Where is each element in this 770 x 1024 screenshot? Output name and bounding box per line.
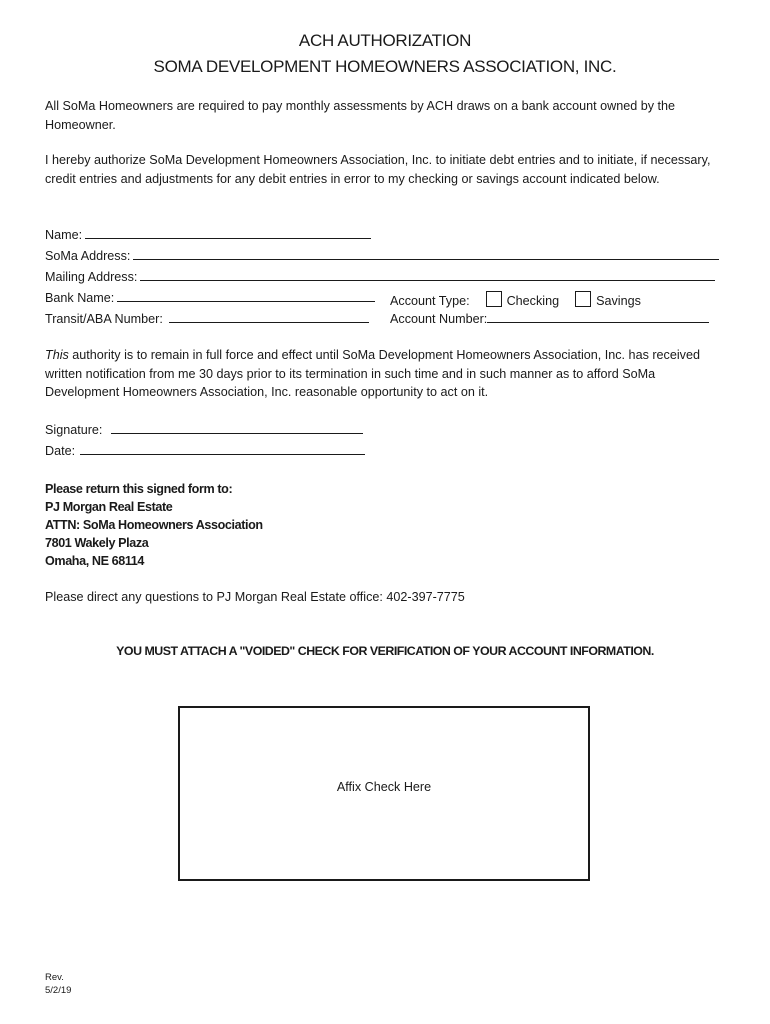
account-number-label: Account Number:	[390, 312, 488, 326]
account-type-label: Account Type:	[390, 294, 470, 308]
voided-check-notice: YOU MUST ATTACH A "VOIDED" CHECK FOR VERIFICATION OF YOUR ACCOUNT INFORMATION.	[116, 644, 654, 658]
savings-label: Savings	[596, 294, 641, 308]
bank-name-row	[45, 289, 375, 305]
affix-check-box	[178, 706, 590, 881]
revision-note	[45, 971, 71, 997]
return-street: 7801 Wakely Plaza	[45, 536, 149, 550]
transit-aba-input-line[interactable]	[169, 310, 369, 323]
intro-paragraph: All SoMa Homeowners are required to pay monthly assessments by ACH draws on a bank account owned by the Homeowner.	[45, 99, 676, 132]
signature-input-line[interactable]	[111, 421, 363, 434]
name-label: Name:	[45, 228, 83, 242]
mailing-address-input-line[interactable]	[140, 268, 715, 281]
questions-line	[45, 590, 465, 604]
transit-aba-label: Transit/ABA Number:	[45, 312, 163, 326]
savings-checkbox[interactable]	[575, 291, 591, 307]
date-label: Date:	[45, 444, 76, 458]
checking-label: Checking	[506, 294, 560, 308]
soma-address-row	[45, 247, 719, 263]
soma-address-label: SoMa Address:	[45, 249, 131, 263]
authorization-paragraph: I hereby authorize SoMa Development Homeowners Association, Inc. to initiate debt entries and to initiate, if necessary, credit entries and adjustments for any debit entries in error to my checking or savings account indicated below.	[45, 153, 711, 186]
signature-row	[45, 421, 363, 437]
name-input-line[interactable]	[85, 226, 371, 239]
account-number-row	[390, 310, 709, 326]
return-attention: ATTN: SoMa Homeowners Association	[45, 518, 263, 532]
return-city: Omaha, NE 68114	[45, 554, 145, 568]
mailing-address-row	[45, 268, 715, 284]
transit-aba-row	[45, 310, 369, 326]
authority-lead: This	[45, 348, 69, 362]
questions-text: Please direct any questions to PJ Morgan Real Estate office: 402-397-7775	[45, 590, 465, 604]
bank-name-label: Bank Name:	[45, 291, 115, 305]
soma-address-input-line[interactable]	[133, 247, 719, 260]
return-instructions: Please return this signed form to:	[45, 482, 233, 496]
mailing-address-label: Mailing Address:	[45, 270, 138, 284]
date-row	[45, 442, 365, 458]
signature-label: Signature:	[45, 423, 103, 437]
return-company: PJ Morgan Real Estate	[45, 500, 173, 514]
date-input-line[interactable]	[80, 442, 365, 455]
association-name: SOMA DEVELOPMENT HOMEOWNERS ASSOCIATION, INC.	[153, 57, 617, 76]
revision-date: 5/2/19	[45, 985, 72, 996]
authority-paragraph	[45, 346, 725, 402]
checking-checkbox[interactable]	[486, 291, 502, 307]
affix-check-label: Affix Check Here	[336, 780, 432, 794]
account-number-input-line[interactable]	[487, 310, 709, 323]
name-row	[45, 226, 371, 242]
form-title: ACH AUTHORIZATION	[298, 31, 472, 50]
authority-text: authority is to remain in full force and effect until SoMa Development Homeowners Association, Inc. has received written notification from me 30 days prior to its termination in such time and in such manner as to afford SoMa Development Homeowners Association, Inc. reasonable opportunity to act on it.	[45, 348, 700, 399]
bank-name-input-line[interactable]	[117, 289, 375, 302]
account-type-row	[390, 289, 641, 308]
revision-label: Rev.	[45, 972, 64, 983]
